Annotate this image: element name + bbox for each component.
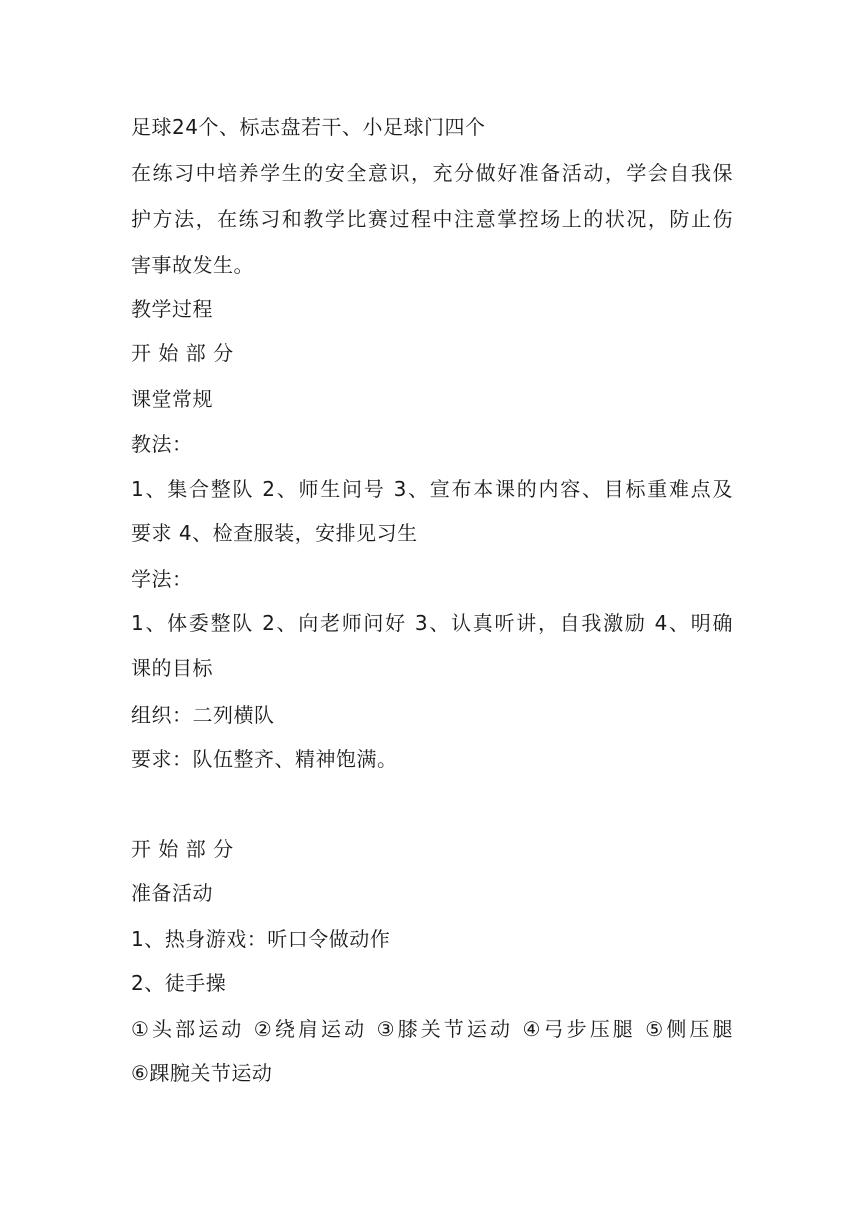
- label-teaching-method: 教法：: [131, 432, 193, 456]
- warm-up-item-1: 1、热身游戏：听口令做动作: [131, 927, 391, 951]
- teaching-method-line-2: 要求 4、检查服装，安排见习生: [131, 521, 418, 545]
- label-learning-method: 学法：: [131, 567, 193, 591]
- subheading-class-routine: 课堂常规: [131, 387, 213, 411]
- teaching-method-line-1: 1、集合整队 2、师生问号 3、宣布本课的内容、目标重难点及: [131, 477, 733, 501]
- section-heading-start-part-2: 开 始 部 分: [131, 837, 234, 861]
- learning-method-line-2: 课的目标: [131, 656, 213, 680]
- safety-paragraph-line-1: 在练习中培养学生的安全意识，充分做好准备活动，学会自我保: [131, 161, 733, 185]
- section-heading-teaching-process: 教学过程: [131, 297, 213, 321]
- safety-paragraph-line-2: 护方法，在练习和教学比赛过程中注意掌控场上的状况，防止伤: [131, 207, 733, 231]
- organization-line: 组织：二列横队: [131, 703, 275, 727]
- exercise-list-line-2: ⑥踝腕关节运动: [131, 1061, 273, 1085]
- section-heading-start-part: 开 始 部 分: [131, 341, 234, 365]
- exercise-list-line-1: ①头部运动 ②绕肩运动 ③膝关节运动 ④弓步压腿 ⑤侧压腿: [131, 1017, 733, 1041]
- learning-method-line-1: 1、体委整队 2、向老师问好 3、认真听讲，自我激励 4、明确: [131, 611, 733, 635]
- subheading-warm-up: 准备活动: [131, 881, 213, 905]
- warm-up-item-2: 2、徒手操: [131, 971, 227, 995]
- equipment-line: 足球24个、标志盘若干、小足球门四个: [131, 115, 486, 139]
- requirement-line: 要求：队伍整齐、精神饱满。: [131, 747, 398, 771]
- safety-paragraph-line-3: 害事故发生。: [131, 253, 254, 277]
